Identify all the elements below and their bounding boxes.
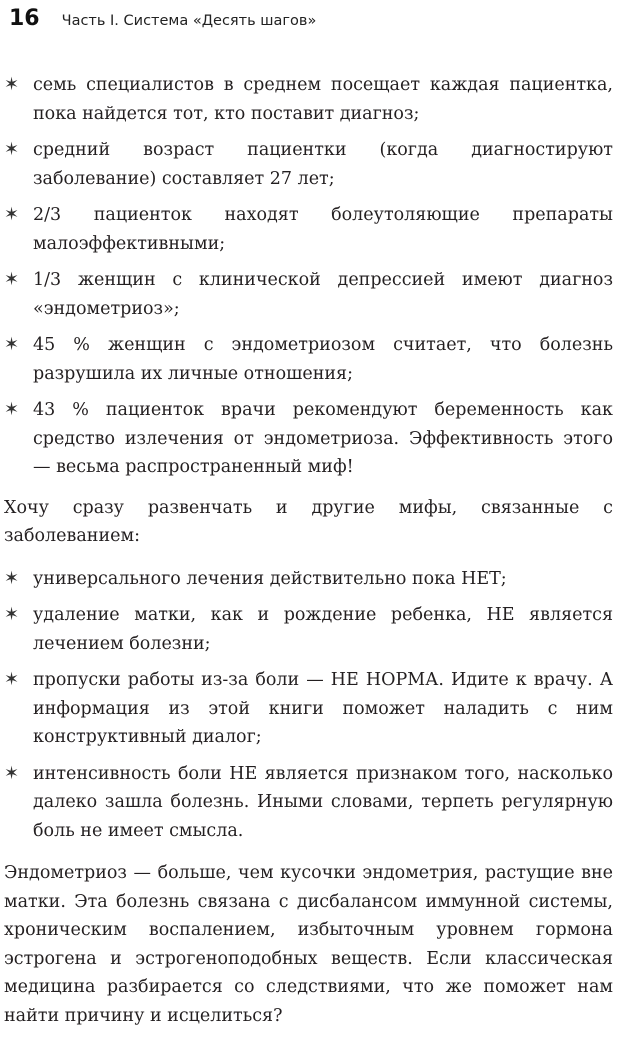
list-item-text: 43 % пациенток врачи рекомендуют беременность как средство излечения от эндометриоза. Эффективность этого — весьма распространенный миф! <box>33 400 613 477</box>
list-item-text: средний возраст пациентки (когда диагностируют заболевание) составляет 27 лет; <box>33 140 613 189</box>
star-bullet-icon: ✶ <box>4 139 20 160</box>
list-item-text: 2/3 пациенток находят болеутоляющие препараты малоэффективными; <box>33 205 613 254</box>
star-bullet-icon: ✶ <box>4 567 20 589</box>
list-item-text: удаление матки, как и рождение ребенка, НЕ является лечением болезни; <box>33 605 613 654</box>
page-header <box>9 6 316 31</box>
star-bullet-icon: ✶ <box>4 204 20 225</box>
list-item <box>4 331 613 388</box>
running-title: Часть I. Система «Десять шагов» <box>61 13 317 29</box>
list-item <box>4 396 613 482</box>
star-bullet-icon: ✶ <box>4 334 20 355</box>
list-item <box>4 666 613 752</box>
star-bullet-icon: ✶ <box>4 762 20 784</box>
myths-list <box>4 565 613 846</box>
star-bullet-icon: ✶ <box>4 399 20 420</box>
list-item <box>4 201 613 258</box>
page-body <box>4 71 613 1044</box>
list-item <box>4 71 613 128</box>
list-item-text: интенсивность боли НЕ является признаком того, насколько далеко зашла болезнь. Иными словами, терпеть регулярную боль не имеет смысла. <box>33 763 613 841</box>
page-number: 16 <box>9 6 40 31</box>
list-item-text: универсального лечения действительно пока НЕТ; <box>33 568 507 589</box>
star-bullet-icon: ✶ <box>4 74 20 95</box>
list-item <box>4 565 613 594</box>
list-item <box>4 760 613 846</box>
list-item-text: семь специалистов в среднем посещает каждая пациентка, пока найдется тот, кто поставит диагноз; <box>33 75 613 124</box>
list-item-text: 1/3 женщин с клинической депрессией имеют диагноз «эндометриоз»; <box>33 270 613 319</box>
list-item <box>4 601 613 658</box>
list-item-text: 45 % женщин с эндометриозом считает, что болезнь разрушила их личные отношения; <box>33 335 613 384</box>
list-item <box>4 136 613 193</box>
star-bullet-icon: ✶ <box>4 269 20 290</box>
list-item <box>4 266 613 323</box>
paragraph-myths-intro: Хочу сразу развенчать и другие мифы, связанные с заболеванием: <box>4 497 613 546</box>
statistics-list <box>4 71 613 482</box>
paragraph-endometriosis: Эндометриоз — больше, чем кусочки эндометрия, растущие вне матки. Эта болезнь связана с дисбалансом иммунной системы, хроническим воспалением, избыточным уровнем гормона эстрогена и эстрогеноподобных веществ. Если классическая медицина разбирается со следствиями, что же поможет нам найти причину и исцелиться? <box>4 863 613 1026</box>
list-item-text: пропуски работы из-за боли — НЕ НОРМА. Идите к врачу. А информация из этой книги поможет наладить с ним конструктивный диалог; <box>33 670 613 747</box>
star-bullet-icon: ✶ <box>4 604 20 625</box>
star-bullet-icon: ✶ <box>4 669 20 690</box>
